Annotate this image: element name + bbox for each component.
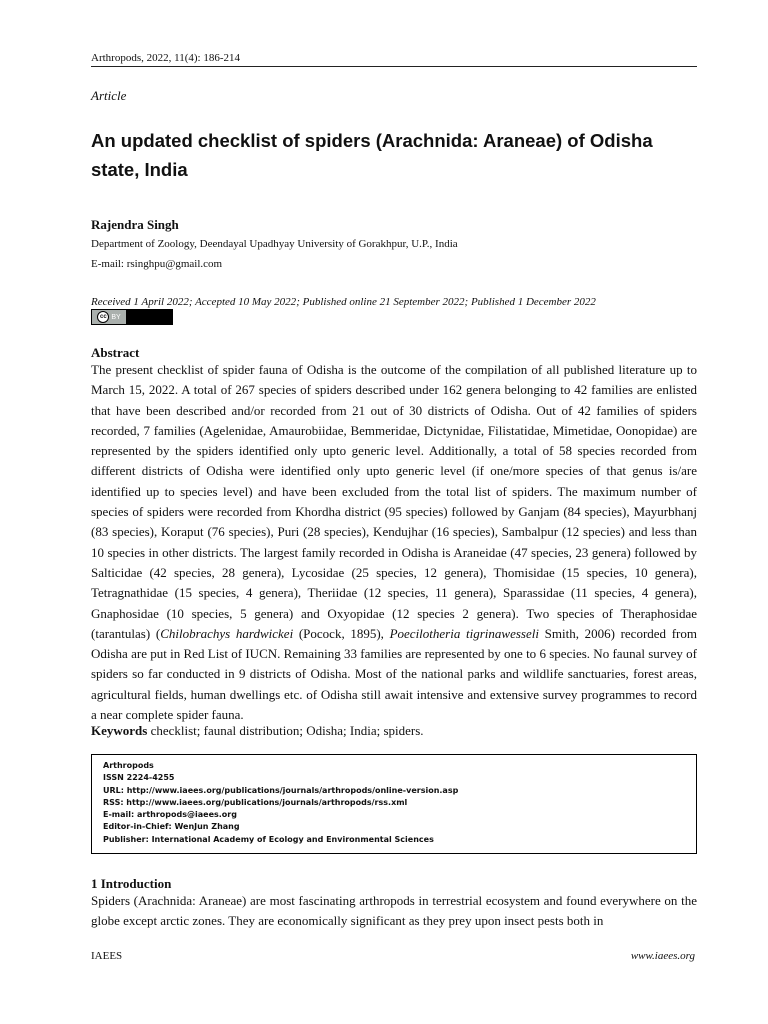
journal-publisher: Publisher: International Academy of Ecology and Environmental Sciences: [103, 834, 434, 844]
journal-info-lines: [103, 760, 458, 846]
keywords-list: checklist; faunal distribution; Odisha; India; spiders.: [147, 723, 424, 738]
introduction-heading: 1 Introduction: [91, 876, 172, 891]
journal-name: Arthropods: [103, 761, 154, 770]
publication-dates: Received 1 April 2022; Accepted 10 May 2022; Published online 21 September 2022; Published 1 December 2022: [91, 296, 596, 308]
author-affiliation: Department of Zoology, Deendayal Upadhyay University of Gorakhpur, U.P., India: [91, 238, 458, 250]
published-date: Published 1 December 2022: [470, 296, 596, 308]
journal-url[interactable]: URL: http://www.iaees.org/publications/journals/arthropods/online-version.asp: [103, 785, 459, 795]
species-name-2: Poecilotheria tigrinawesseli: [389, 625, 539, 641]
introduction-body: Spiders (Arachnida: Araneae) are most fascinating arthropods in terrestrial ecosystem and found everywhere on the globe except arctic zones. They are economically significant as they prey upon insect pests both in: [91, 893, 697, 929]
keywords-label: Keywords: [91, 723, 148, 738]
species-name-1: Chilobrachys hardwickei: [160, 625, 294, 641]
journal-issn: ISSN 2224-4255: [103, 773, 175, 783]
author-name: Rajendra Singh: [91, 217, 179, 232]
article-type: Article: [91, 88, 127, 103]
abstract-body: [91, 360, 697, 725]
journal-rss[interactable]: RSS: http://www.iaees.org/publications/journals/arthropods/rss.xml: [103, 797, 408, 807]
running-head: Arthropods, 2022, 11(4): 186-214: [91, 52, 240, 64]
cc-by-label: BY: [111, 313, 121, 321]
header-rule: [91, 66, 697, 67]
footer-website[interactable]: www.iaees.org: [630, 950, 695, 962]
cc-license-badge[interactable]: [91, 309, 173, 325]
abstract-part-2: (Pocock, 1895),: [293, 625, 390, 641]
cc-badge-right: [126, 310, 172, 324]
published-online-date: Published online 21 September 2022: [302, 296, 465, 308]
abstract-part-3: Smith, 2006) recorded from Odisha are put in Red List of IUCN. Remaining 33 families are represented by one to 6 species. No faunal survey of spiders so far conducted in 9 districts of Odisha. Most of the national parks and wildlife sanctuaries, forest areas, agricultural fields, human dwellings etc. of Odisha still await intensive and extensive survey programmes to record a near complete spider fauna.: [91, 625, 697, 723]
keywords-line: [91, 723, 424, 739]
journal-info-box: [91, 754, 697, 854]
author-email: E-mail: rsinghpu@gmail.com: [91, 258, 223, 270]
accepted-date: Accepted 10 May 2022: [195, 296, 297, 308]
journal-email[interactable]: E-mail: arthropods@iaees.org: [103, 810, 237, 820]
cc-badge-left: [92, 310, 126, 324]
creative-commons-icon: cc: [97, 311, 109, 323]
received-date: Received 1 April 2022: [91, 296, 189, 308]
abstract-part-1: The present checklist of spider fauna of Odisha is the outcome of the compilation of all published literature up to March 15, 2022. A total of 267 species of spiders described under 162 genera belonging to 42 families are enlisted that have been described and/or recorded from 21 out of 30 districts of Odisha. Out of 42 families of spiders recorded, 7 families (Agelenidae, Amaurobiidae, Bemmeridae, Dictynidae, Filistatidae, Mimetidae, Oonopidae) are represented by the spiders identified only upto generic level. Additionally, a total of 58 species recorded from different districts of Odisha were identified only upto generic level (if one/more species of that genus is/are identified up to species level) and have been excluded from the total list of spiders. The maximum number of species of spiders were recorded from Khordha district (95 species) followed by Ganjam (84 species), Mayurbhanj (83 species), Koraput (76 species), Puri (28 species), Kendujhar (16 species), Sambalpur (12 species) and less than 10 species in other districts. The largest family recorded in Odisha is Araneidae (47 species, 23 genera) followed by Salticidae (42 species, 28 genera), Lycosidae (25 species, 12 genera), Thomisidae (15 species, 10 genera), Tetragnathidae (15 species, 4 genera), Theriidae (12 species, 11 genera), Sparassidae (11 species, 4 genera), Gnaphosidae (10 species, 5 genera) and Oxyopidae (12 species 2 genera). Two species of Theraphosidae (tarantulas) (: [91, 362, 697, 641]
abstract-heading: Abstract: [91, 345, 140, 360]
paper-title: An updated checklist of spiders (Arachnida: Araneae) of Odisha state, India: [91, 130, 653, 180]
journal-editor: Editor-in-Chief: WenJun Zhang: [103, 822, 240, 832]
footer-publisher: IAEES: [91, 950, 123, 962]
